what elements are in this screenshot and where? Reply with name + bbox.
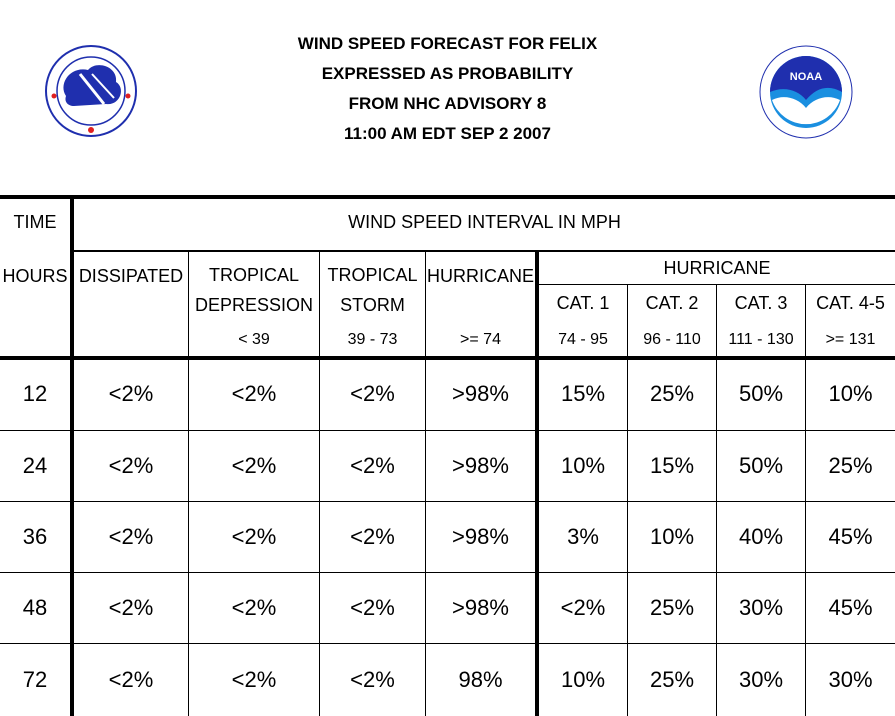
cat1-range: 74 - 95 xyxy=(558,331,608,348)
header-divider xyxy=(72,250,895,252)
interval-header: WIND SPEED INTERVAL IN MPH xyxy=(348,212,621,232)
cat1-header: CAT. 1 xyxy=(556,293,610,313)
dissipated-cell: <2% xyxy=(108,381,154,406)
hours-cell: 24 xyxy=(22,453,48,478)
cat45-range: >= 131 xyxy=(825,331,876,348)
dissipated-cell: <2% xyxy=(108,453,154,478)
title-line-4: 11:00 AM EDT SEP 2 2007 xyxy=(344,124,551,143)
td-header-line1: TROPICAL xyxy=(208,265,300,285)
td-range: < 39 xyxy=(238,331,270,348)
cat2-header: CAT. 2 xyxy=(645,293,699,313)
table-top-border xyxy=(0,195,895,199)
title-line-2: EXPRESSED AS PROBABILITY xyxy=(321,64,574,83)
column-divider xyxy=(627,285,628,716)
row-divider xyxy=(0,643,895,644)
row-divider xyxy=(0,501,895,502)
cat1-cell: 10% xyxy=(560,667,606,692)
hurricane-cell: >98% xyxy=(452,453,509,478)
column-divider xyxy=(805,285,806,716)
td-cell: <2% xyxy=(231,381,277,406)
ts-cell: <2% xyxy=(350,453,395,478)
hurricane-group-border xyxy=(535,252,539,716)
dissipated-cell: <2% xyxy=(108,524,154,549)
hours-cell: 12 xyxy=(22,381,48,406)
hurricane-range: >= 74 xyxy=(460,331,501,348)
title-line-3: FROM NHC ADVISORY 8 xyxy=(348,94,547,113)
cat3-range: 111 - 130 xyxy=(728,331,794,348)
hours-header: HOURS xyxy=(2,266,68,286)
column-divider xyxy=(425,252,426,716)
row-divider xyxy=(0,430,895,431)
cat1-cell: 15% xyxy=(560,381,606,406)
cat1-cell: 3% xyxy=(567,524,599,549)
cat45-cell: 25% xyxy=(828,453,873,478)
ts-header-line1: TROPICAL xyxy=(327,265,418,285)
cat3-cell: 40% xyxy=(738,524,784,549)
ts-range: 39 - 73 xyxy=(347,331,398,348)
cat3-cell: 50% xyxy=(738,453,784,478)
cat45-cell: 30% xyxy=(828,667,873,692)
hours-cell: 36 xyxy=(22,524,48,549)
hurricane-header: HURRICANE xyxy=(426,266,534,286)
hours-cell: 48 xyxy=(22,595,48,620)
svg-text:NOAA: NOAA xyxy=(789,71,823,83)
cat2-cell: 15% xyxy=(649,453,695,478)
hurricane-cell: 98% xyxy=(458,667,503,692)
header-bottom-border xyxy=(0,356,895,360)
cat3-header: CAT. 3 xyxy=(734,293,788,313)
column-divider xyxy=(188,252,189,716)
cat45-cell: 10% xyxy=(828,381,873,406)
ts-cell: <2% xyxy=(350,667,395,692)
cat3-cell: 30% xyxy=(738,667,784,692)
td-cell: <2% xyxy=(231,453,277,478)
cat3-cell: 30% xyxy=(738,595,784,620)
hurricane-cell: >98% xyxy=(452,381,509,406)
td-cell: <2% xyxy=(231,667,277,692)
column-divider xyxy=(716,285,717,716)
ts-cell: <2% xyxy=(350,381,395,406)
cat45-cell: 45% xyxy=(828,595,873,620)
cat45-header: CAT. 4-5 xyxy=(816,293,885,313)
hours-cell: 72 xyxy=(22,667,48,692)
time-header: TIME xyxy=(13,212,57,232)
cat45-cell: 45% xyxy=(828,524,873,549)
hurricane-cell: >98% xyxy=(452,524,509,549)
cat2-cell: 25% xyxy=(649,667,695,692)
dissipated-cell: <2% xyxy=(108,667,154,692)
row-divider xyxy=(0,572,895,573)
cat2-cell: 25% xyxy=(649,381,695,406)
ts-header-line2: STORM xyxy=(340,295,405,315)
cat1-cell: <2% xyxy=(560,595,606,620)
cat1-cell: 10% xyxy=(560,453,606,478)
cat2-range: 96 - 110 xyxy=(643,331,701,348)
ts-cell: <2% xyxy=(350,595,395,620)
cat2-cell: 25% xyxy=(649,595,695,620)
hurricane-group-header: HURRICANE xyxy=(663,258,771,278)
cat2-cell: 10% xyxy=(649,524,695,549)
cat3-cell: 50% xyxy=(738,381,784,406)
column-divider xyxy=(319,252,320,716)
dissipated-cell: <2% xyxy=(108,595,154,620)
td-cell: <2% xyxy=(231,524,277,549)
hurricane-cell: >98% xyxy=(452,595,509,620)
dissipated-header: DISSIPATED xyxy=(78,266,184,286)
td-header-line2: DEPRESSION xyxy=(194,295,314,315)
td-cell: <2% xyxy=(231,595,277,620)
ts-cell: <2% xyxy=(350,524,395,549)
title-line-1: WIND SPEED FORECAST FOR FELIX xyxy=(297,34,598,53)
